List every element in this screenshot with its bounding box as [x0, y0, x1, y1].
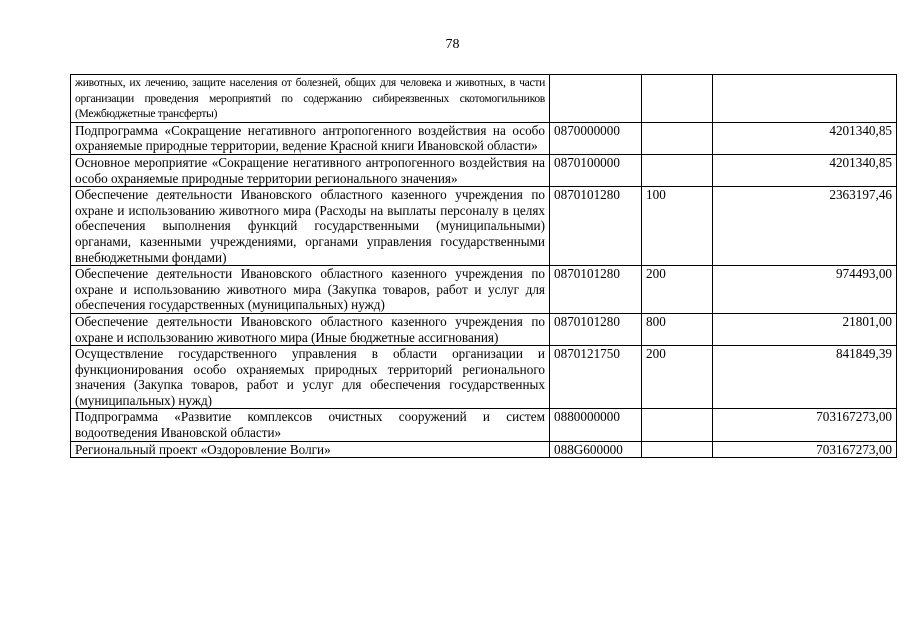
target-code-cell: 0870101280: [550, 313, 642, 345]
table-row: [71, 154, 897, 186]
expense-type-cell: [642, 409, 713, 441]
row-name-cell: Обеспечение деятельности Ивановского областного казенного учреждения по охране и использованию животного мира (Иные бюджетные ассигнования): [71, 313, 550, 345]
sum-cell: 703167273,00: [713, 409, 897, 441]
table-row: [71, 75, 897, 123]
expense-type-cell: [642, 441, 713, 458]
sum-cell: 841849,39: [713, 346, 897, 409]
row-name-cell: животных, их лечению, защите населения от болезней, общих для человека и животных, в части организации проведения мероприятий по содержанию сибиреязвенных скотомогильников (Межбюджетные трансферты): [71, 75, 550, 123]
table-row: [71, 266, 897, 314]
target-code-cell: 088G600000: [550, 441, 642, 458]
sum-cell: 974493,00: [713, 266, 897, 314]
target-code-cell: 0870100000: [550, 154, 642, 186]
sum-cell: 703167273,00: [713, 441, 897, 458]
expense-type-cell: 800: [642, 313, 713, 345]
target-code-cell: [550, 75, 642, 123]
target-code-cell: 0870000000: [550, 122, 642, 154]
target-code-cell: 0870121750: [550, 346, 642, 409]
target-code-cell: 0870101280: [550, 187, 642, 266]
table-row: [71, 122, 897, 154]
page-number: 78: [445, 37, 460, 52]
budget-table: [70, 74, 897, 458]
target-code-cell: 0880000000: [550, 409, 642, 441]
expense-type-cell: [642, 154, 713, 186]
expense-type-cell: [642, 75, 713, 123]
table-row: [71, 441, 897, 458]
expense-type-cell: 100: [642, 187, 713, 266]
row-name-cell: Региональный проект «Оздоровление Волги»: [71, 441, 550, 458]
row-name-cell: Осуществление государственного управления в области организации и функционирования особо охраняемых природных территорий регионального значения (Закупка товаров, работ и услуг для обеспечения государственных (муниципальных) нужд): [71, 346, 550, 409]
expense-type-cell: 200: [642, 346, 713, 409]
sum-cell: 4201340,85: [713, 154, 897, 186]
table-row: [71, 313, 897, 345]
row-name-cell: Обеспечение деятельности Ивановского областного казенного учреждения по охране и использованию животного мира (Закупка товаров, работ и услуг для обеспечения государственных (муниципальных) нужд): [71, 266, 550, 314]
row-name-cell: Подпрограмма «Сокращение негативного антропогенного воздействия на особо охраняемые природные территории, ведение Красной книги Ивановской области»: [71, 122, 550, 154]
sum-cell: 21801,00: [713, 313, 897, 345]
row-name-cell: Подпрограмма «Развитие комплексов очистных сооружений и систем водоотведения Ивановской области»: [71, 409, 550, 441]
sum-cell: 2363197,46: [713, 187, 897, 266]
table-row: [71, 346, 897, 409]
row-name-cell: Основное мероприятие «Сокращение негативного антропогенного воздействия на особо охраняемые природные территории регионального значения»: [71, 154, 550, 186]
target-code-cell: 0870101280: [550, 266, 642, 314]
table-row: [71, 409, 897, 441]
expense-type-cell: 200: [642, 266, 713, 314]
row-name-cell: Обеспечение деятельности Ивановского областного казенного учреждения по охране и использованию животного мира (Расходы на выплаты персоналу в целях обеспечения выполнения функций государственными (муниципальными) органами, казенными учреждениями, органами управления государственными внебюджетными фондами): [71, 187, 550, 266]
sum-cell: [713, 75, 897, 123]
table-row: [71, 187, 897, 266]
expense-type-cell: [642, 122, 713, 154]
sum-cell: 4201340,85: [713, 122, 897, 154]
